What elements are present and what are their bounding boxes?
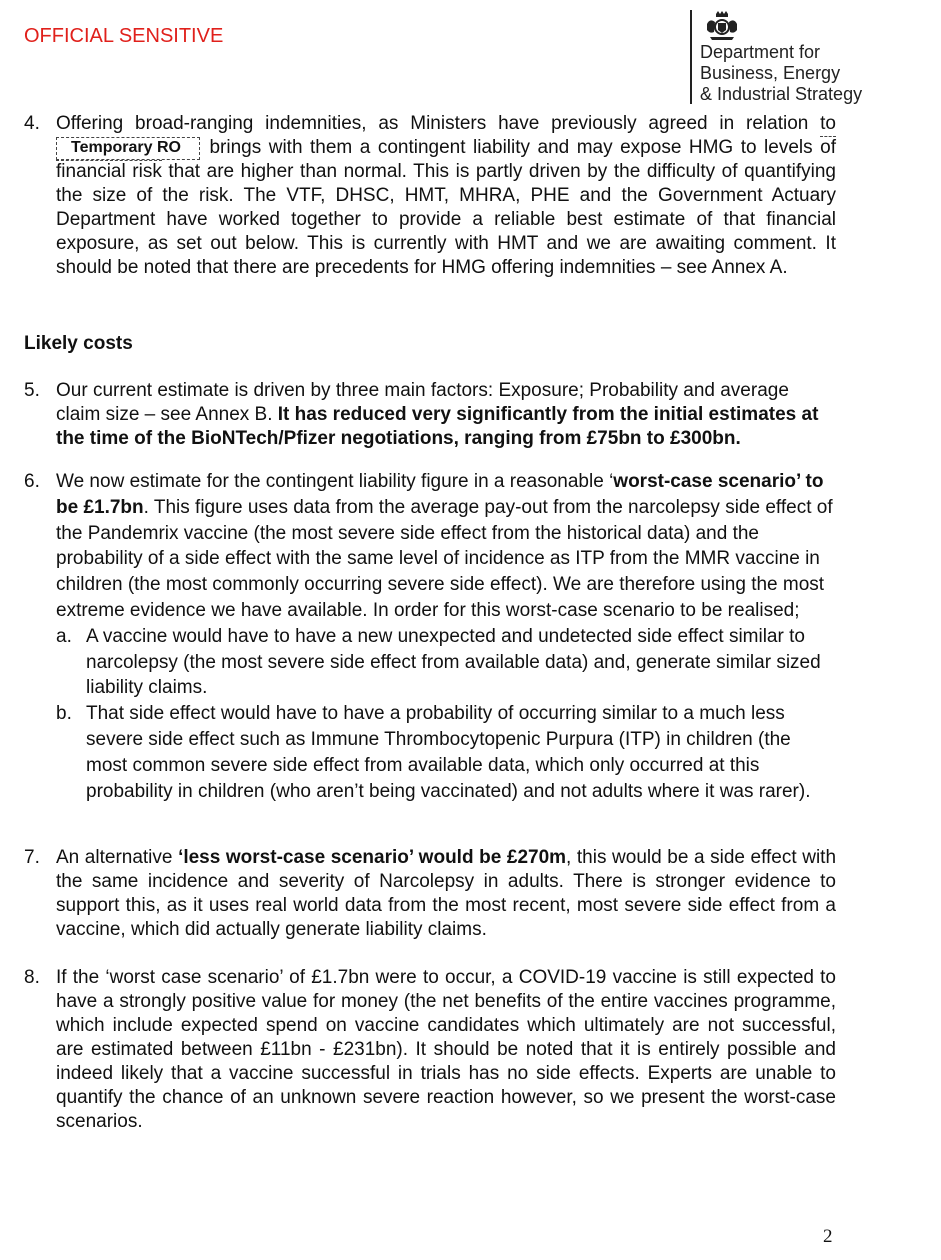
redaction-box: Temporary RO (56, 137, 200, 160)
paragraph-text: , this would be a side effect with the same incidence and severity of Narcolepsy in adults. There is stronger evidence to support this, as it uses real world data from the most recent, most severe side effect from a vaccine, which did actually generate liability claims. (56, 847, 837, 941)
paragraph-number: 7. (24, 847, 40, 869)
paragraph-text: An alternative (56, 847, 173, 869)
royal-coat-of-arms-icon (704, 10, 740, 42)
paragraph-number: 4. (24, 113, 40, 134)
paragraph-text: . This figure uses data from the average pay-out from the narcolepsy side effect of the Pandemrix vaccine (the most severe side effect from the historical data) and the probability of a side effect with the same level of incidence as ITP from the MMR vaccine in children (the most commonly occurring severe side effect). We are therefore using the most extreme evidence we have available. In order for this worst-case scenario to be realised; (56, 496, 833, 621)
paragraph-6 (24, 469, 836, 624)
paragraph-number: 6. (24, 471, 40, 492)
paragraph-text: Offering broad-ranging indemnities, as Ministers have previously agreed in relation to (56, 113, 836, 134)
list-item-letter: b. (56, 703, 72, 725)
section-heading: Likely costs (24, 333, 133, 354)
department-logo (690, 10, 862, 104)
department-name-line: & Industrial Strategy (700, 84, 863, 104)
page-number: 2 (823, 1226, 833, 1247)
list-item (24, 701, 836, 804)
paragraph-text: that are higher than normal. This is partly driven by the difficulty of quantifying the size of the risk. The VTF, DHSC, HMT, MHRA, PHE and the Government Actuary Department have worked together to provide a reliable best estimate of that financial exposure, as set out below. This is currently with HMT and we are awaiting comment. It should be noted that there are precedents for HMG offering indemnities – see Annex A. (56, 161, 836, 278)
paragraph-bold-text: worst-case scenario’ to be £1.7bn (56, 471, 824, 518)
paragraph-text: If the ‘worst case scenario’ of £1.7bn were to occur, a COVID-19 vaccine is still expected to have a strongly positive value for money (the net benefits of the entire vaccines programme, which include expected spend on vaccine candidates which ultimately are not successful, are estimated between £11bn - £231bn). It should be noted that it is entirely possible and indeed likely that a vaccine successful in trials has no side effects. Experts are unable to quantify the chance of an unknown severe reaction however, so we present the worst-case scenarios. (56, 967, 836, 1133)
list-item (24, 624, 836, 701)
paragraph-bold-text: ‘less worst-case scenario’ would be £270m (178, 847, 567, 869)
paragraph-number: 8. (24, 967, 40, 989)
paragraph-bold-text: It has reduced very significantly from the initial estimates at the time of the BioNTech/Pfizer negotiations, ranging from £75bn to £300bn. (56, 404, 819, 449)
paragraph-4 (24, 112, 836, 280)
paragraph-number: 5. (24, 380, 40, 401)
list-item-text: That side effect would have to have a probability of occurring similar to a much less severe side effect such as Immune Thrombocytopenic Purpura (ITP) in children (the most common severe side effect from available data, which only occurred at this probability in children (who aren’t being vaccinated) and not adults where it was rarer). (86, 703, 811, 802)
department-name-line: Department for (700, 42, 821, 62)
classification-marking: OFFICIAL SENSITIVE (24, 25, 224, 47)
paragraph-5 (24, 379, 836, 451)
paragraph-text: We now estimate for the contingent liability figure in a reasonable ‘ (56, 471, 614, 492)
department-name-line: Business, Energy (700, 63, 841, 83)
paragraph-text: Our current estimate is driven by three main factors: Exposure; Probability and average claim size – see Annex B. (56, 380, 789, 425)
paragraph-text: brings with them a contingent liability and may expose HMG to levels (209, 137, 813, 158)
obscured-text: of financial risk (56, 137, 837, 182)
list-item-letter: a. (56, 625, 72, 647)
list-item-text: A vaccine would have to have a new unexpected and undetected side effect similar to narcolepsy (the most severe side effect from available data) and, generate similar sized liability claims. (86, 625, 821, 699)
paragraph-8 (24, 966, 836, 1134)
document-body (24, 112, 836, 1134)
paragraph-7 (24, 846, 836, 942)
